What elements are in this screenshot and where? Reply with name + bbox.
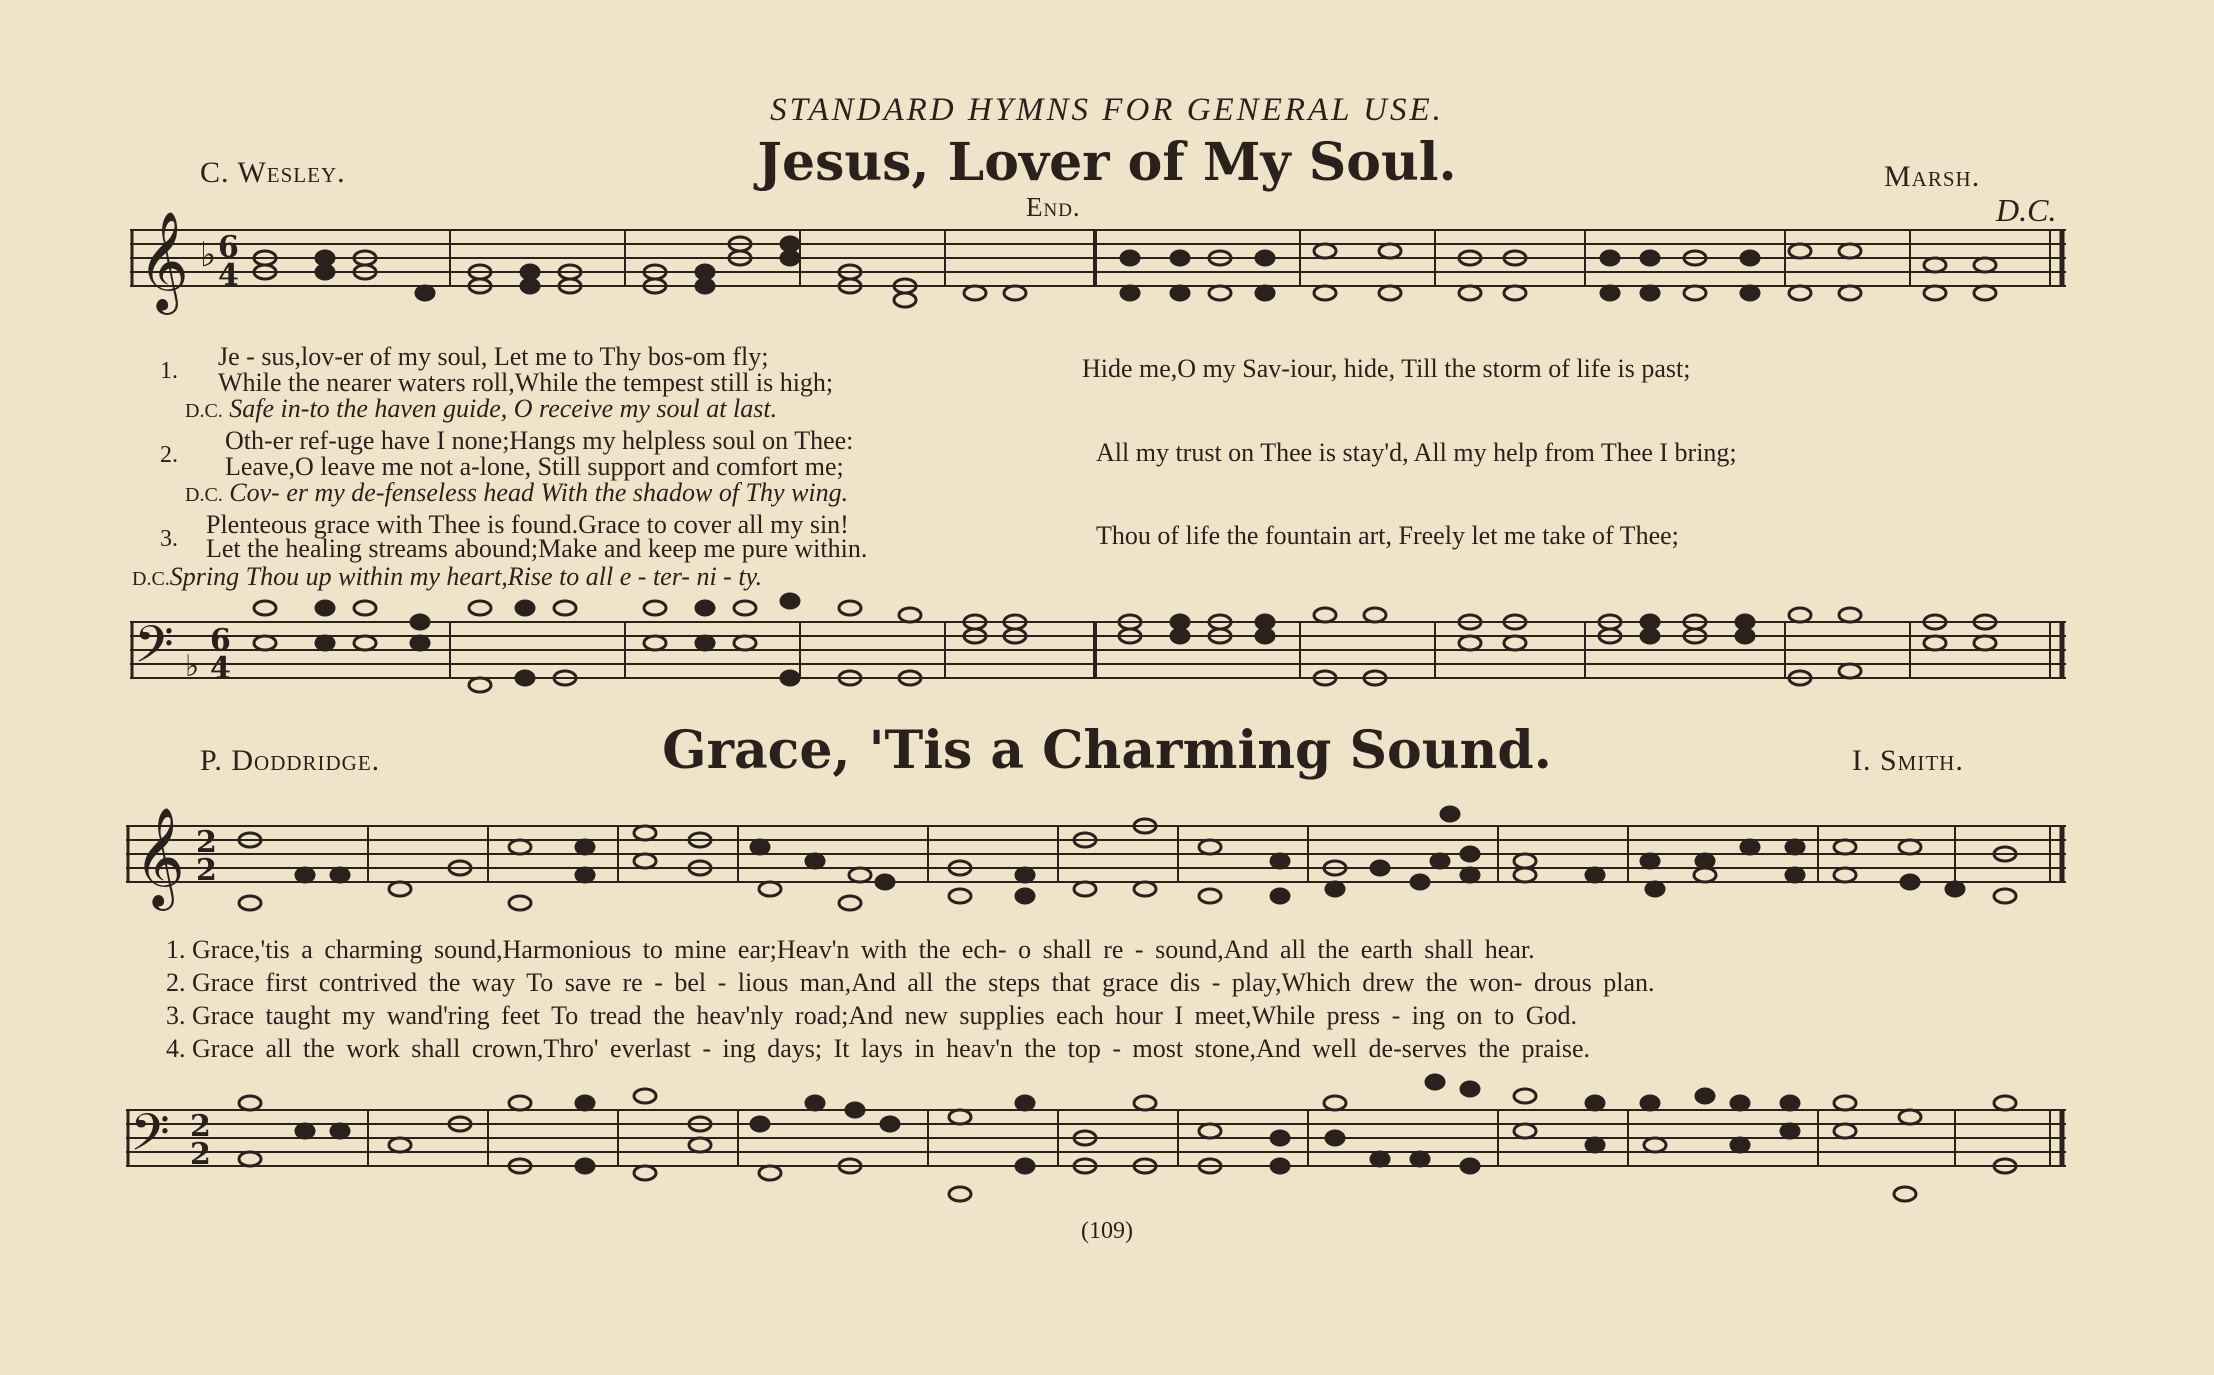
- hymn1-verse-1-refrain: Hide me,O my Sav-iour, hide, Till the storm of life is past;: [1082, 354, 1691, 383]
- hymn1-author: C. Wesley.: [200, 156, 346, 189]
- page-number: (109): [1081, 1218, 1133, 1244]
- hymn1-verse-3-line2: Let the healing streams abound;Make and keep me pure within.: [206, 534, 868, 563]
- hymn2-verse-4-number: 4.: [166, 1034, 186, 1063]
- svg-text:6: 6: [218, 230, 239, 265]
- svg-text:𝄢: 𝄢: [134, 614, 174, 687]
- svg-text:♭: ♭: [200, 235, 217, 275]
- hymn1-dc-label-2: D.C.: [185, 484, 223, 506]
- hymn2-composer: I. Smith.: [1852, 744, 1964, 777]
- hymn1-verse-3-line1: Plenteous grace with Thee is found.Grace to cover all my sin!: [206, 510, 849, 539]
- svg-text:𝄞: 𝄞: [138, 211, 189, 311]
- svg-text:2: 2: [196, 853, 217, 888]
- page-header: STANDARD HYMNS FOR GENERAL USE.: [770, 92, 1444, 128]
- hymn2-author: P. Doddridge.: [200, 744, 381, 777]
- svg-text:6: 6: [210, 623, 231, 658]
- hymn1-verse-1-number: 1.: [160, 358, 178, 384]
- hymn2-verse-1-text: Grace,'tis a charming sound,Harmonious to mine ear;Heav'n with the ech- o shall re - sound,And all the earth shall hear.: [192, 935, 1535, 964]
- svg-text:♭: ♭: [185, 649, 200, 684]
- hymn1-verse-1-line1: Je - sus,lov-er of my soul, Let me to Thy bos-om fly;: [218, 342, 769, 371]
- hymn1-verse-1-line2: While the nearer waters roll,While the tempest still is high;: [218, 368, 834, 397]
- svg-text:2: 2: [196, 825, 217, 860]
- hymn2-title: Grace, 'Tis a Charming Sound.: [662, 720, 1552, 781]
- hymn1-verse-3-dc-line: Spring Thou up within my heart,Rise to all e - ter- ni - ty.: [169, 562, 763, 591]
- hymn2-verse-1-number: 1.: [166, 935, 186, 964]
- hymn1-end-mark: End.: [1026, 192, 1081, 222]
- svg-text:4: 4: [210, 651, 231, 686]
- hymn1-verse-2-line1: Oth-er ref-uge have I none;Hangs my helpless soul on Thee:: [225, 426, 854, 455]
- hymn1-dc-mark: D.C.: [1996, 192, 2057, 228]
- hymn1-verse-2-refrain: All my trust on Thee is stay'd, All my help from Thee I bring;: [1096, 438, 1737, 467]
- hymn1-verse-1-dc-line: Safe in-to the haven guide, O receive my soul at last.: [229, 394, 778, 423]
- hymn1-dc-label-1: D.C.: [185, 400, 223, 422]
- hymn1-verse-3-refrain: Thou of life the fountain art, Freely let me take of Thee;: [1096, 521, 1679, 550]
- hymn1-verse-2-number: 2.: [160, 442, 178, 468]
- hymn1-verse-3-number: 3.: [160, 526, 178, 552]
- hymn2-verse-3-text: Grace taught my wand'ring feet To tread the heav'nly road;And new supplies each hour I meet,While press - ing on to God.: [192, 1001, 1577, 1030]
- hymn1-verse-2-dc-line: Cov- er my de-fenseless head With the shadow of Thy wing.: [229, 478, 849, 507]
- svg-text:2: 2: [190, 1109, 211, 1144]
- hymn1-dc-label-3: D.C.: [132, 568, 170, 590]
- hymn1-composer: Marsh.: [1884, 160, 1981, 193]
- hymn2-verse-4-text: Grace all the work shall crown,Thro' everlast - ing days; It lays in heav'n the top - most stone,And well de-serves the praise.: [192, 1034, 1591, 1063]
- hymn1-title: Jesus, Lover of My Soul.: [757, 132, 1457, 193]
- hymn2-verse-3-number: 3.: [166, 1001, 186, 1030]
- hymn2-verse-2-text: Grace first contrived the way To save re - bel - lious man,And all the steps that grace dis - play,Which drew the won- drous plan.: [192, 968, 1655, 997]
- svg-text:𝄞: 𝄞: [134, 807, 185, 907]
- svg-text:4: 4: [218, 258, 239, 293]
- svg-text:2: 2: [190, 1137, 211, 1172]
- hymn2-verse-2-number: 2.: [166, 968, 186, 997]
- svg-text:𝄢: 𝄢: [130, 1102, 170, 1175]
- hymn1-verse-2-line2: Leave,O leave me not a-lone, Still support and comfort me;: [225, 452, 844, 481]
